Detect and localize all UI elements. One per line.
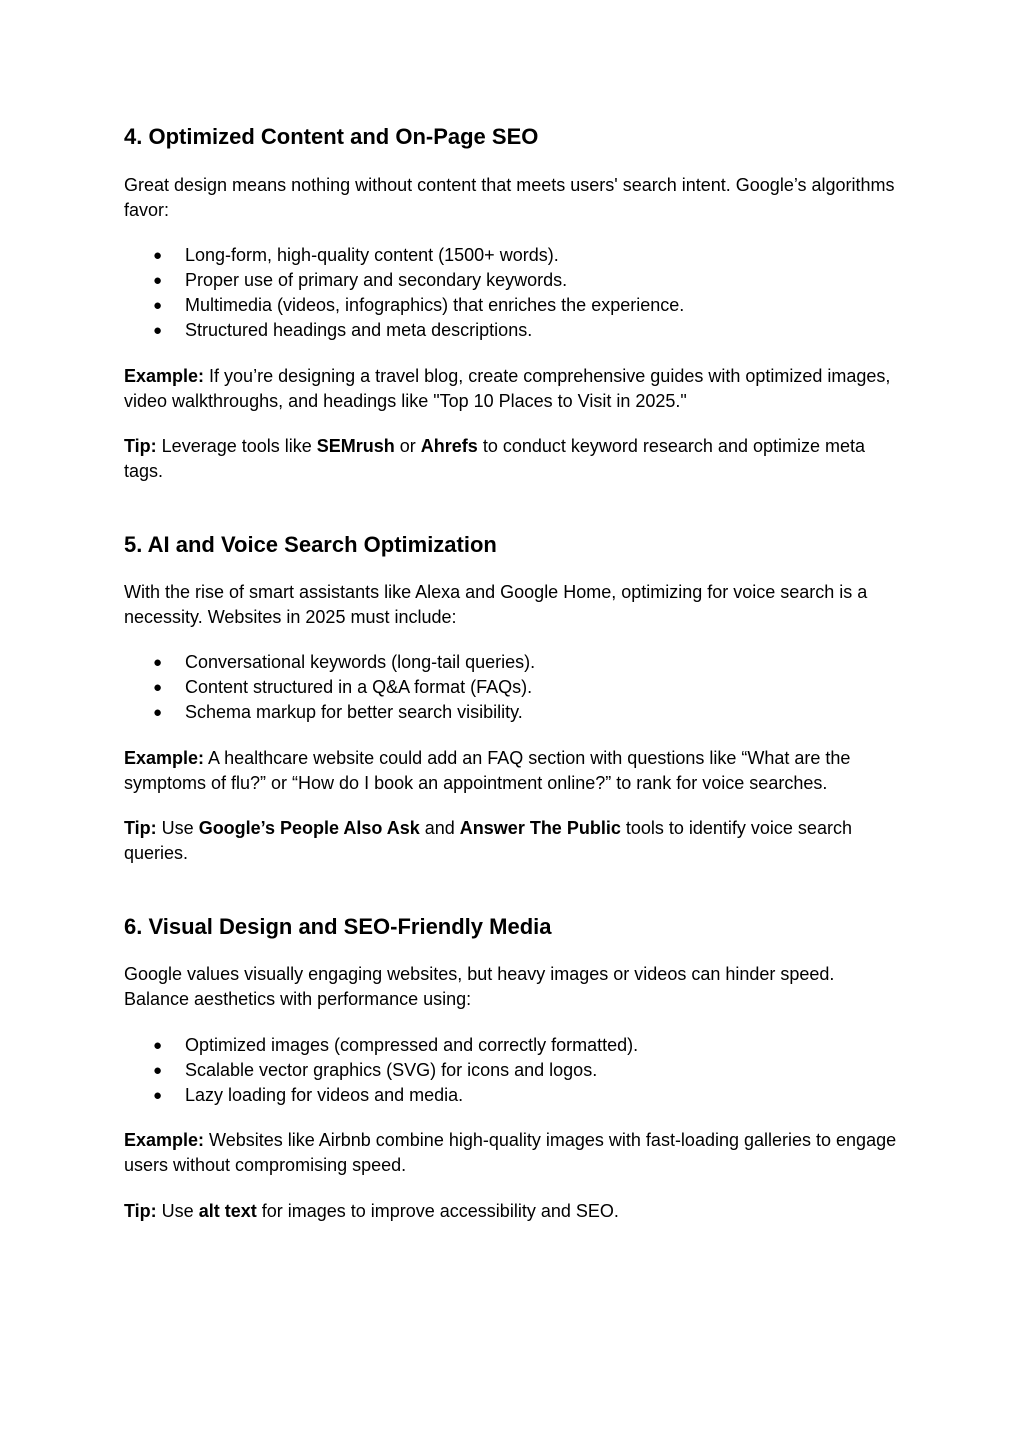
list-item: ● Proper use of primary and secondary keywords. <box>124 268 899 293</box>
bullet-icon: ● <box>153 704 163 721</box>
list-item: ● Schema markup for better search visibility. <box>124 700 899 725</box>
bullet-list <box>124 650 899 725</box>
bullet-icon: ● <box>153 654 163 671</box>
section-intro: Google values visually engaging websites, but heavy images or videos can hinder speed. Balance aesthetics with performance using: <box>124 964 835 1009</box>
section-intro: With the rise of smart assistants like Alexa and Google Home, optimizing for voice search is a necessity. Websites in 2025 must include: <box>124 582 868 627</box>
bullet-icon: ● <box>153 1062 163 1079</box>
list-item: ● Structured headings and meta descriptions. <box>124 318 899 343</box>
list-item: ● Multimedia (videos, infographics) that enriches the experience. <box>124 293 899 318</box>
tip-label: Tip: <box>124 436 157 456</box>
example-paragraph: Example: Websites like Airbnb combine high-quality images with fast-loading galleries to engage users without compromising speed. <box>124 1130 897 1175</box>
list-item: ● Conversational keywords (long-tail queries). <box>124 650 899 675</box>
bullet-icon: ● <box>153 247 163 264</box>
list-item: ● Long-form, high-quality content (1500+ words). <box>124 243 899 268</box>
example-paragraph: Example: If you’re designing a travel blog, create comprehensive guides with optimized images, video walkthroughs, and headings like "Top 10 Places to Visit in 2025." <box>124 366 891 411</box>
list-item: ● Lazy loading for videos and media. <box>124 1083 899 1108</box>
tip-label: Tip: <box>124 818 157 838</box>
example-label: Example: <box>124 1130 205 1150</box>
bullet-icon: ● <box>153 1087 163 1104</box>
bullet-icon: ● <box>153 297 163 314</box>
tip-paragraph: Tip: Use Google’s People Also Ask and Answer The Public tools to identify voice search queries. <box>124 818 852 863</box>
tip-paragraph: Tip: Use alt text for images to improve accessibility and SEO. <box>124 1201 619 1221</box>
tip-paragraph: Tip: Leverage tools like SEMrush or Ahrefs to conduct keyword research and optimize meta tags. <box>124 436 866 481</box>
bullet-list <box>124 243 899 343</box>
tip-label: Tip: <box>124 1201 157 1221</box>
bullet-icon: ● <box>153 272 163 289</box>
section-heading: 5. AI and Voice Search Optimization <box>124 532 497 557</box>
bullet-list <box>124 1033 899 1108</box>
section-heading: 6. Visual Design and SEO-Friendly Media <box>124 914 552 939</box>
section-intro: Great design means nothing without content that meets users' search intent. Google’s algorithms favor: <box>124 175 895 220</box>
section-heading: 4. Optimized Content and On-Page SEO <box>124 124 539 149</box>
bullet-icon: ● <box>153 322 163 339</box>
list-item: ● Content structured in a Q&A format (FAQs). <box>124 675 899 700</box>
example-paragraph: Example: A healthcare website could add an FAQ section with questions like “What are the symptoms of flu?” or “How do I book an appointment online?” to rank for voice searches. <box>124 748 851 793</box>
example-label: Example: <box>124 366 205 386</box>
bullet-icon: ● <box>153 679 163 696</box>
list-item: ● Scalable vector graphics (SVG) for icons and logos. <box>124 1058 899 1083</box>
list-item: ● Optimized images (compressed and correctly formatted). <box>124 1033 899 1058</box>
example-label: Example: <box>124 748 205 768</box>
bullet-icon: ● <box>153 1037 163 1054</box>
